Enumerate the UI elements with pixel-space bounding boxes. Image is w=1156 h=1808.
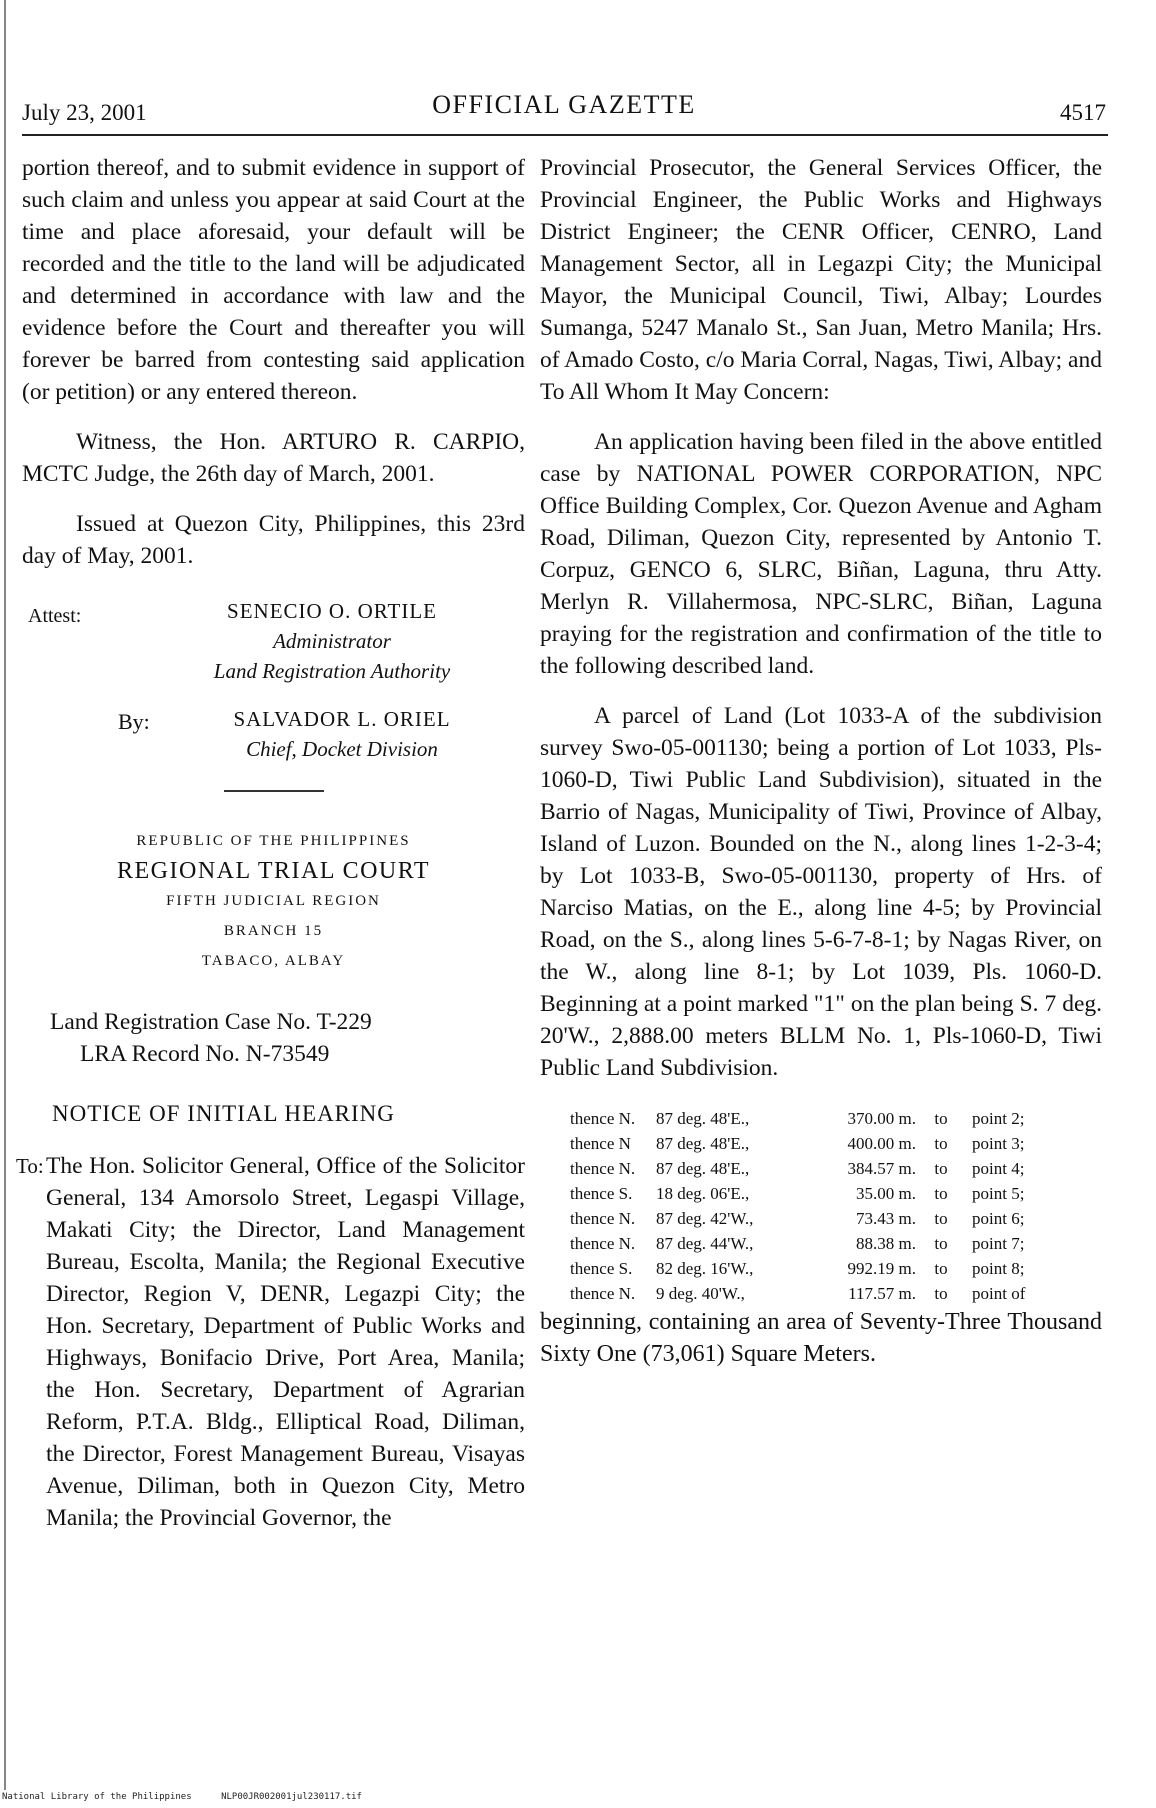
court-branch: BRANCH 15	[223, 923, 324, 939]
to-cell: to	[934, 1134, 948, 1153]
to-cell: to	[934, 1284, 948, 1303]
point-cell: point 3;	[972, 1134, 1025, 1153]
to-cell: to	[934, 1234, 948, 1253]
boundary-row	[540, 1106, 1102, 1131]
attest-title: Administrator	[273, 629, 391, 653]
boundary-row	[540, 1206, 1102, 1231]
thence-cell: thence N	[570, 1134, 631, 1153]
addressees-continued: Provincial Prosecutor, the General Services Officer, the Provincial Engineer, the Public Works and Highways District Engineer; the CENR Officer, CENRO, Land Management Sector, all in Legazpi City; the Municipal Mayor, the Municipal Council, Tiwi, Albay; Lourdes Sumanga, 5247 Manalo St., San Juan, Metro Manila; Hrs. of Amado Costo, c/o Maria Corral, Nagas, Tiwi, Albay; and To All Whom It May Concern:	[540, 155, 1102, 405]
distance-cell: 73.43 m.	[856, 1209, 916, 1228]
thence-cell: thence N.	[570, 1209, 636, 1228]
boundary-row	[540, 1256, 1102, 1281]
scan-border	[4, 0, 6, 1790]
attest-agency: Land Registration Authority	[213, 659, 451, 683]
to-cell: to	[934, 1109, 948, 1128]
library-name: National Library of the Philippines	[2, 1792, 192, 1802]
distance-cell: 384.57 m.	[847, 1159, 916, 1178]
court-location: TABACO, ALBAY	[201, 953, 346, 969]
thence-cell: thence N.	[570, 1109, 636, 1128]
point-cell: point 4;	[972, 1159, 1025, 1178]
thence-cell: thence N.	[570, 1234, 636, 1253]
distance-cell: 88.38 m.	[856, 1234, 916, 1253]
addressees: The Hon. Solicitor General, Office of the Solicitor General, 134 Amorsolo Street, Legaspi Village, Makati City; the Director, Land Management Bureau, Escolta, Manila; the Regional Executive Director, Region V, DENR, Legazpi City; the Hon. Secretary, Department of Public Works and Highways, Bonifacio Drive, Port Area, Manila; the Hon. Secretary, Department of Agrarian Reform, P.T.A. Bldg., Elliptical Road, Diliman, the Director, Forest Management Bureau, Visayas Avenue, Diliman, both in Quezon City, Metro Manila; the Provincial Governor, the	[46, 1153, 525, 1531]
right-column	[540, 152, 1102, 1370]
lra-record: LRA Record No. N-73549	[80, 1041, 330, 1067]
application-paragraph: An application having been filed in the above entitled case by NATIONAL POWER CORPORATION, NPC Office Building Complex, Cor. Quezon Avenue and Agham Road, Diliman, Quezon City, represented by Antonio T. Corpuz, GENCO 6, SLRC, Biñan, Laguna, thru Atty. Merlyn R. Villahermosa, NPC-SLRC, Biñan, Laguna praying for the registration and confirmation of the title to the following described land.	[540, 429, 1102, 679]
intro-paragraph: portion thereof, and to submit evidence in support of such claim and unless you appear at said Court at the time and place aforesaid, your default will be recorded and the title to the land will be adjudicated and determined in accordance with law and the evidence before the Court and thereafter you will forever be barred from contesting said application (or petition) or any entered thereon.	[22, 155, 525, 405]
file-name: NLP00JR002001jul230117.tif	[221, 1792, 362, 1802]
by-label: By:	[118, 709, 150, 734]
witness-paragraph: Witness, the Hon. ARTURO R. CARPIO, MCTC Judge, the 26th day of March, 2001.	[22, 429, 525, 487]
scan-footer	[2, 1792, 386, 1802]
distance-cell: 400.00 m.	[847, 1134, 916, 1153]
court-region: FIFTH JUDICIAL REGION	[166, 893, 381, 909]
republic-line: REPUBLIC OF THE PHILIPPINES	[136, 833, 411, 849]
case-numbers	[22, 1006, 525, 1070]
court-name: REGIONAL TRIAL COURT	[117, 858, 430, 884]
bearing-cell: 87 deg. 48'E.,	[656, 1159, 750, 1178]
to-cell: to	[934, 1159, 948, 1178]
attest-name: SENECIO O. ORTILE	[227, 599, 437, 623]
boundary-row	[540, 1281, 1102, 1306]
left-column	[16, 152, 525, 1534]
publication-title: OFFICIAL GAZETTE	[432, 90, 696, 119]
header-date: July 23, 2001	[22, 100, 147, 125]
court-heading	[22, 826, 525, 976]
point-cell: point 7;	[972, 1234, 1025, 1253]
boundary-row	[540, 1156, 1102, 1181]
bearing-cell: 87 deg. 42'W.,	[656, 1209, 754, 1228]
thence-cell: thence N.	[570, 1159, 636, 1178]
signature-block	[22, 594, 525, 764]
bearing-cell: 87 deg. 44'W.,	[656, 1234, 754, 1253]
boundary-row	[540, 1131, 1102, 1156]
to-cell: to	[934, 1259, 948, 1278]
header-rule	[22, 134, 1108, 136]
to-cell: to	[934, 1184, 948, 1203]
case-number: Land Registration Case No. T-229	[50, 1009, 372, 1035]
boundary-row	[540, 1231, 1102, 1256]
page-header	[22, 90, 1106, 130]
bearing-cell: 87 deg. 48'E.,	[656, 1109, 750, 1128]
thence-cell: thence S.	[570, 1259, 633, 1278]
addressee-block	[16, 1150, 525, 1534]
by-name: SALVADOR L. ORIEL	[233, 707, 451, 731]
to-cell: to	[934, 1209, 948, 1228]
bearing-cell: 87 deg. 48'E.,	[656, 1134, 750, 1153]
to-label: To:	[16, 1154, 44, 1178]
by-title: Chief, Docket Division	[246, 737, 438, 761]
thence-cell: thence N.	[570, 1284, 636, 1303]
bearing-cell: 82 deg. 16'W.,	[656, 1259, 754, 1278]
section-divider	[224, 790, 324, 792]
parcel-description: A parcel of Land (Lot 1033-A of the subdivision survey Swo-05-001130; being a portion of Lot 1033, Pls-1060-D, Tiwi Public Land Subdivision), situated in the Barrio of Nagas, Municipality of Tiwi, Province of Albay, Island of Luzon. Bounded on the N., along lines 1-2-3-4; by Lot 1033-B, Swo-05-001130, property of Hrs. of Narciso Matias, on the E., along line 4-5; by Provincial Road, on the S., along lines 5-6-7-8-1; by Nagas River, on the W., along line 8-1; by Lot 1039, Pls. 1060-D. Beginning at a point marked "1" on the plan being S. 7 deg. 20'W., 2,888.00 meters BLLM No. 1, Pls-1060-D, Tiwi Public Land Subdivision.	[540, 703, 1102, 1081]
area-closing: beginning, containing an area of Seventy-Three Thousand Sixty One (73,061) Square Meters.	[540, 1309, 1102, 1367]
point-cell: point of	[972, 1284, 1026, 1303]
notice-title: NOTICE OF INITIAL HEARING	[52, 1101, 395, 1126]
point-cell: point 2;	[972, 1109, 1025, 1128]
distance-cell: 117.57 m.	[848, 1284, 916, 1303]
bearing-cell: 9 deg. 40'W.,	[656, 1284, 745, 1303]
bearing-cell: 18 deg. 06'E.,	[656, 1184, 750, 1203]
thence-cell: thence S.	[570, 1184, 633, 1203]
attest-label: Attest:	[28, 605, 82, 627]
issued-paragraph: Issued at Quezon City, Philippines, this 23rd day of May, 2001.	[22, 511, 525, 569]
boundary-row	[540, 1181, 1102, 1206]
point-cell: point 8;	[972, 1259, 1025, 1278]
boundary-table	[540, 1106, 1102, 1306]
point-cell: point 6;	[972, 1209, 1025, 1228]
distance-cell: 992.19 m.	[847, 1259, 916, 1278]
distance-cell: 370.00 m.	[847, 1109, 916, 1128]
page-number: 4517	[1060, 100, 1106, 125]
point-cell: point 5;	[972, 1184, 1025, 1203]
distance-cell: 35.00 m.	[856, 1184, 916, 1203]
